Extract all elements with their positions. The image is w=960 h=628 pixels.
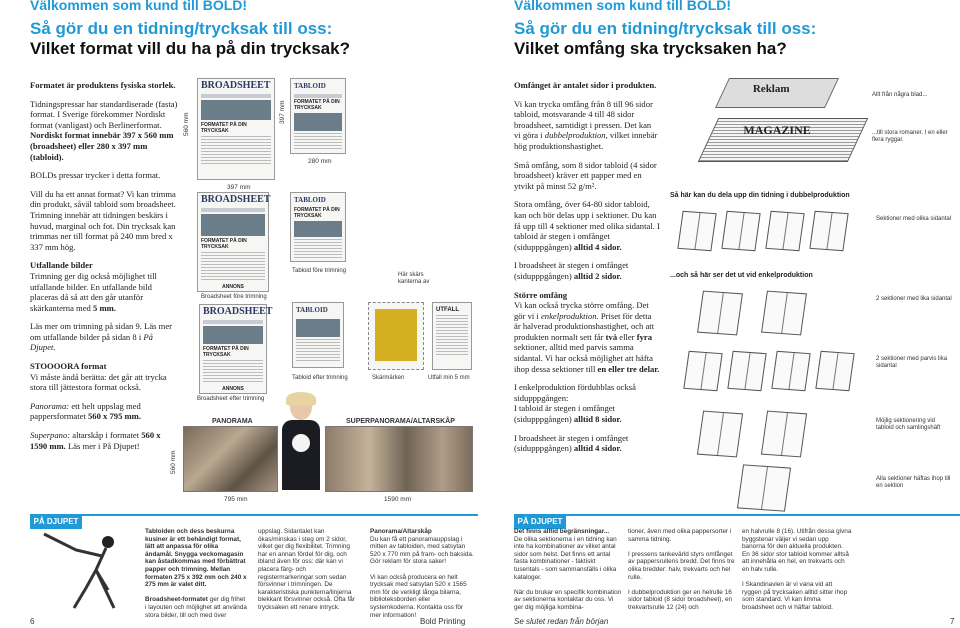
broadsheet-before-trim xyxy=(197,192,269,292)
small-extent-text: Små omfång, som 8 sidor tabloid (4 sidor broadsheet) kräver ett papper med en ytvikt på minst 52 g/m². xyxy=(514,159,657,191)
booklet-1c xyxy=(765,211,804,251)
broadsheet-sample xyxy=(197,78,275,180)
superpano-text: altarskåp i formatet xyxy=(72,430,140,441)
djupet-limits-text-b: När du brukar en specifik kombination av sektionerna kontaktar du oss. Vi ger dig möjliga kombina- xyxy=(514,588,622,611)
broadsheet-step: alltid 2 sidor. xyxy=(573,270,622,281)
tabloid-before-masthead: TABLOID xyxy=(294,196,326,204)
bleed-amount: 5 mm. xyxy=(93,302,116,313)
tabloid-sample xyxy=(290,78,346,154)
superpano-read-more: Läs mer i På Djupet! xyxy=(67,440,140,451)
djupet-text-1: Tabloiden och dess beskurna kusiner är ett behändigt format, lätt att anpassa för olika ändamål. Snygga veckomagasin kan åstadkommas med förbättrat papper och trimning. Mellan formaten 275 x 392 mm och 240 x 275 mm är valet ditt. xyxy=(145,528,247,589)
superpanorama-image xyxy=(325,426,473,492)
large-extent-text: Stora omfång, över 64-80 sidor tabloid, kan och bör delas upp i sektioner. Du kan få upp till 4 sektioner med olika sidantal. I tabloid är stegen i omfånget (sidupppgången) xyxy=(514,199,660,252)
broadsheet-step-text: I broadsheet är stegen i omfånget (sidupppgången) xyxy=(514,260,629,281)
right-body-column xyxy=(514,80,660,462)
superpano-size: 560 x 1590 mm. xyxy=(30,430,161,451)
booklet-3a xyxy=(683,351,722,391)
bigger-extent-text-b: Priset för detta är halverad produktionshastighet, och att produkten normalt sett får xyxy=(514,310,655,342)
double-production-subhead: Så här kan du dela upp din tidning i dubbelproduktion xyxy=(670,192,850,199)
double-production-term: dubbelproduktion, xyxy=(544,130,608,141)
thick-magazine-image xyxy=(698,118,869,162)
side-note-1: Sektioner med olika sidantal xyxy=(876,216,952,222)
tabloid-headline: FORMATET PÅ DIN TRYCKSAK xyxy=(294,99,340,111)
caption-tabloid-before: Tabloid före trimning xyxy=(292,268,347,274)
broadsheet-headline: FORMATET PÅ DIN TRYCKSAK xyxy=(201,122,247,134)
caption-tabloid-after: Tabloid efter trimning xyxy=(292,375,348,381)
left-djupet-col-1 xyxy=(145,528,247,619)
bleed-photo xyxy=(375,309,417,361)
ad-label-2: ANNONS xyxy=(222,386,244,392)
booklet-4b xyxy=(761,411,807,458)
djupet-text-3rb: I Skandinavien är vi vana vid att ryggen på trycksaken alltid sitter ihop som standard. Vi kan limma broadsheet och vi häftar tabloid. xyxy=(742,581,848,611)
bleed-page xyxy=(432,302,472,370)
side-note-3: 2 sektioner med parvis lika sidantal xyxy=(876,356,948,369)
caption-broadsheet-after: Broadsheet efter trimning xyxy=(197,396,265,402)
panorama-image xyxy=(183,426,278,492)
single-production-subhead: ...och så här ser det ut vid enkelproduktion xyxy=(670,272,813,279)
right-djupet-col-1 xyxy=(514,528,622,612)
dim-280: 280 mm xyxy=(308,158,332,165)
djupet-panorama-heading: Panorama/Altarskåp xyxy=(370,528,432,535)
bleed-page-title: UTFALL xyxy=(436,307,459,313)
left-djupet-col-2: uppslag. Sidantalet kan ökas/minskas i steg om 2 sidor, vilket ger dig flexibilitet. Trimning har en annan fördel för dig, och ibland även för oss: där kan vi placera färg- och registermarkeringar som sedan försvinner i trimningen. De karakteristiska punkterna/linjerna blekkant försvinner också. Ofta får trycksaken ett renare intryck. xyxy=(258,528,355,611)
two-sections: två xyxy=(605,331,618,342)
read-more-text: Läs mer om trimning på sidan 9. Läs mer om utfallande bilder på sidan 8 i xyxy=(30,321,173,342)
dim-560: 560 mm xyxy=(183,112,190,136)
booklet-2b xyxy=(761,291,807,336)
booklet-2a xyxy=(697,291,743,336)
side-note-2: 2 sektioner med lika sidantal xyxy=(876,296,952,302)
djupet-limits-text: De olika sektionerna i en tidning kan inte ha kombinationer av vilket antal sidor som helst. Det finns ett antal fasta kombinationer - faktiskt tusentals - som sammanställs i olika kataloger. xyxy=(514,535,617,581)
djupet-text-3: Du kan få ett panoramauppslag i mitten av tabloiden, med satsytan 520 x 770 mm på fram- och baksida. Gör reklam för stora saker! xyxy=(370,535,474,566)
dim-795: 795 mm xyxy=(224,496,248,503)
caption-crop-marks: Skärmärken xyxy=(372,375,405,381)
booklet-3b xyxy=(727,351,766,391)
dim-1590: 1590 mm xyxy=(384,496,412,503)
broadsheet-before-headline: FORMATET PÅ DIN TRYCKSAK xyxy=(201,238,247,250)
tabloid-after-masthead: TABLOID xyxy=(296,306,328,314)
bigger-extent-heading: Större omfång xyxy=(514,289,568,300)
left-djupet-col-3 xyxy=(370,528,474,619)
right-page-number: 7 xyxy=(950,617,955,626)
tabloid-before-headline: FORMATET PÅ DIN TRYCKSAK xyxy=(294,207,340,219)
fencer-illustration xyxy=(36,528,136,612)
single-prod-doubling: I enkelproduktion fördubblas också sidupppgången: xyxy=(514,382,636,403)
left-page-number: 6 xyxy=(30,617,35,626)
broadsheet-before-masthead: BROADSHEET xyxy=(201,194,271,205)
trim-text: Vill du ha ett annat format? Vi kan trimma din produkt, såväl tabloid som broadsheet. Trimning innebär att tidningen beskärs i huvud, marginal och fot. Din trycksak kan trimmas ner till format på 240 mm bred x 337 mm hög. xyxy=(30,188,176,252)
booklet-4a xyxy=(697,411,743,458)
booklet-3c xyxy=(771,351,810,391)
dim-397-horizontal: 397 mm xyxy=(227,184,251,191)
extent-range-text: Vi kan trycka omfång från 8 till 96 sidor tabloid, motsvarande 4 till 48 sidor broadsheet, samtidigt i pressen. Det kan vi göra i xyxy=(514,98,653,141)
single-prod-tabloid: I tabloid är stegen i omfånget (sidupppgången) xyxy=(514,403,615,425)
large-format-heading: STOOOORA format xyxy=(30,361,107,372)
booklet-1d xyxy=(809,211,848,251)
nordic-format-text: Nordiskt format innebär 397 x 560 mm (broadsheet) eller 280 x 397 mm (tabloid). xyxy=(30,130,174,162)
broadsheet-masthead: BROADSHEET xyxy=(201,80,271,91)
side-note-4: Möjlig sektionering vid tabloid och samlingshäft xyxy=(876,418,941,431)
bleed-heading: Utfallande bilder xyxy=(30,260,93,271)
or-word: eller xyxy=(619,331,635,342)
caption-cut-edges: Här skärs kanterna av xyxy=(398,272,430,285)
right-djupet-rule xyxy=(514,514,960,516)
press-standard-text: Tidningspressar har standardiserade (fasta) format. I Sverige förekommer Nordiskt format (vanligast) och Berlinerformat. xyxy=(30,98,178,130)
thin-leaflet-image xyxy=(715,78,839,108)
left-djupet-label: PÅ DJUPET xyxy=(30,514,82,529)
left-kicker: Välkommen som kund till BOLD! xyxy=(30,0,248,13)
booklet-1b xyxy=(721,211,760,251)
large-format-text: Vi måste ändå berätta: det går att trycka stora till jättestora format också. xyxy=(30,371,167,393)
four-sections: fyra xyxy=(636,331,652,342)
right-title-1: Så gör du en tidning/trycksak till oss: xyxy=(514,19,817,38)
extent-definition: Omfånget är antalet sidor i produkten. xyxy=(514,80,657,90)
right-title-2: Vilket omfång ska trycksaken ha? xyxy=(514,39,787,58)
dim-397-vertical: 397 mm xyxy=(279,100,286,124)
right-djupet-col-3 xyxy=(742,528,852,612)
bleed-text: Trimning ger dig också möjlighet till utfallande bilder. En utfallande bild placeras då så att den går utanför skärkanterna med xyxy=(30,270,157,313)
bigger-extent-text-d: sektioner, alltid med parvis samma sidantal. Vi har också möjlighet att häfta ihop dessa sektioner till xyxy=(514,342,653,374)
single-production-term: enkelproduktion. xyxy=(540,310,599,321)
left-footer: Bold Printing xyxy=(420,617,466,626)
superpano-label: Superpano: xyxy=(30,430,71,441)
bold-press-text: BOLDs pressar trycker i detta format. xyxy=(30,170,161,181)
caption-few-sheets: Allt från några blad... xyxy=(872,92,928,98)
ad-label-1: ANNONS xyxy=(222,284,244,290)
tabloid-before-trim xyxy=(290,192,346,262)
single-prod-broadsheet: I broadsheet är stegen i omfånget (sidupppgången) xyxy=(514,432,629,454)
leaflet-title: Reklam xyxy=(752,83,790,95)
left-title-1: Så gör du en tidning/trycksak till oss: xyxy=(30,19,333,38)
read-more-ref: På Djupet. xyxy=(30,331,153,353)
left-djupet-rule xyxy=(30,514,478,516)
broadsheet-after-trim xyxy=(199,304,273,394)
caption-many-pages: ...till stora romaner. I en eller flera ryggar. xyxy=(872,130,948,143)
djupet-text-1b: ger dig frihet i layouten och möjlighet att använda stora bilder, till och med över xyxy=(145,596,247,619)
right-footer: Se slutet redan från början xyxy=(514,617,609,626)
booklet-3d xyxy=(815,351,854,391)
one-or-three-parts: en eller tre delar. xyxy=(597,363,660,374)
caption-bleed: Utfall min 5 mm xyxy=(428,375,470,381)
tabloid-masthead: TABLOID xyxy=(294,82,326,90)
extent-range-end: vilket innebär hög produktionshastighet. xyxy=(514,130,658,151)
crop-marks-page xyxy=(368,302,424,370)
right-djupet-col-2 xyxy=(628,528,736,612)
left-body-column xyxy=(30,80,178,459)
right-djupet-label: PÅ DJUPET xyxy=(514,514,566,529)
panorama-label: Panorama: xyxy=(30,400,70,411)
djupet-text-2b: I pressens tankevärld styrs omfånget av pappersrullens bredd. Det finns tre olika bredder: halv, trekvarts och hel rulle. xyxy=(628,550,735,581)
person-photo xyxy=(278,390,324,490)
broadsheet-after-masthead: BROADSHEET xyxy=(203,306,273,317)
djupet-text-2: tioner, även med olika pappersorter i samma tidning. xyxy=(628,528,732,543)
booklet-5 xyxy=(737,464,791,511)
right-kicker: Välkommen som kund till BOLD! xyxy=(514,0,732,13)
panorama-size: 560 x 795 mm. xyxy=(88,411,141,422)
djupet-broadsheet-heading: Broadsheet-formatet xyxy=(145,596,208,604)
magazine-title: MAGAZINE xyxy=(743,123,811,137)
left-title-2: Vilket format vill du ha på din trycksak? xyxy=(30,39,350,58)
superpanorama-title: SUPERPANORAMA/ALTARSKÅP xyxy=(346,418,455,425)
djupet-text-2c: I dubbelproduktion ger en helrulle 16 sidor tabloid (8 sidor broadsheet), en trekvartsrulle 12 (24) och xyxy=(628,588,733,611)
djupet-text-3r: en halvrulle 8 (16). Utifrån dessa givna byggstenar väljer vi sedan upp banorna för den aktuella produkten. En 36 sidor stor tabloid kommer alltså att innehålla en hel, en trekvarts och en halv rulle. xyxy=(742,528,852,573)
djupet-limits-heading: Det finns alltid begränsningar... xyxy=(514,528,610,535)
side-note-5: Alla sektioner häftas ihop till en sektion xyxy=(876,476,951,489)
tabloid-after-trim xyxy=(292,302,344,368)
booklet-1a xyxy=(677,211,716,251)
broadsheet-after-headline: FORMATET PÅ DIN TRYCKSAK xyxy=(203,346,249,358)
djupet-text-3b: Vi kan också producera en helt trycksak med satsytan 520 x 1565 mm för de verkligt långa bilarna, biblioteksborden eller systemkoderna. Kontakta oss för mer information! xyxy=(370,573,467,619)
dim-560-panorama: 560 mm xyxy=(170,450,177,474)
format-definition: Formatet är produktens fysiska storlek. xyxy=(30,80,176,90)
panorama-title: PANORAMA xyxy=(212,418,253,425)
caption-broadsheet-before: Broadsheet före trimning xyxy=(201,294,267,300)
single-broadsheet-step: alltid 4 sidor. xyxy=(573,443,622,454)
panorama-text: ett helt uppslag med pappersformatet xyxy=(30,400,141,422)
bigger-extent-text: Vi kan också trycka större omfång. Det gör vi i xyxy=(514,300,649,321)
tabloid-step: alltid 4 sidor. xyxy=(573,241,622,252)
single-tabloid-step: alltid 8 sidor. xyxy=(573,414,622,425)
